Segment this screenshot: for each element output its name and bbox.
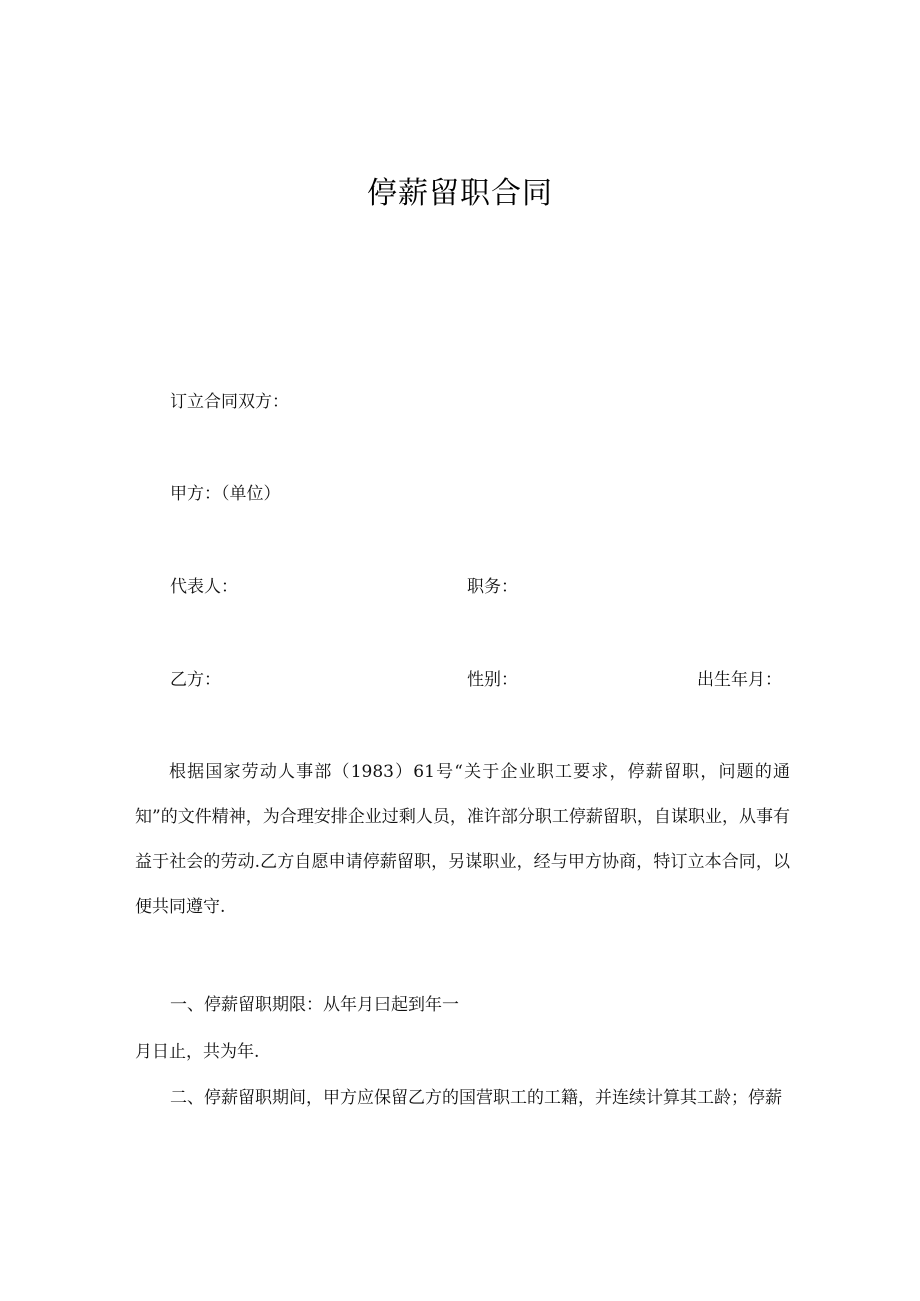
clause-1-line-2: 月日止，共为年. — [135, 1042, 260, 1062]
representative-label: 代表人： — [170, 577, 238, 597]
clause-2-partial: 二、停薪留职期间，甲方应保留乙方的国营职工的工籍，并连续计算其工龄；停薪 — [170, 1088, 782, 1108]
position-label: 职务： — [467, 577, 518, 597]
preamble-paragraph: 根据国家劳动人事部（1983）61号“关于企业职工要求，停薪留职，问题的通知”的文件精神，为合理安排企业过剩人员，准许部分职工停薪留职，自谋职业，从事有益于社会的劳动.乙方自愿申请停薪留职，另谋职业，经与甲方协商，特订立本合同，以便共同遵守. — [135, 762, 790, 917]
parties-intro: 订立合同双方： — [170, 392, 289, 412]
document-title: 停薪留职合同 — [367, 176, 553, 211]
gender-label: 性别： — [467, 670, 518, 690]
party-b-label: 乙方： — [170, 670, 221, 690]
clause-1-line-1: 一、停薪留职期限：从年月曰起到年一 — [170, 995, 459, 1015]
party-a-line: 甲方：（单位） — [170, 484, 281, 504]
birth-date-label: 出生年月： — [697, 670, 782, 690]
